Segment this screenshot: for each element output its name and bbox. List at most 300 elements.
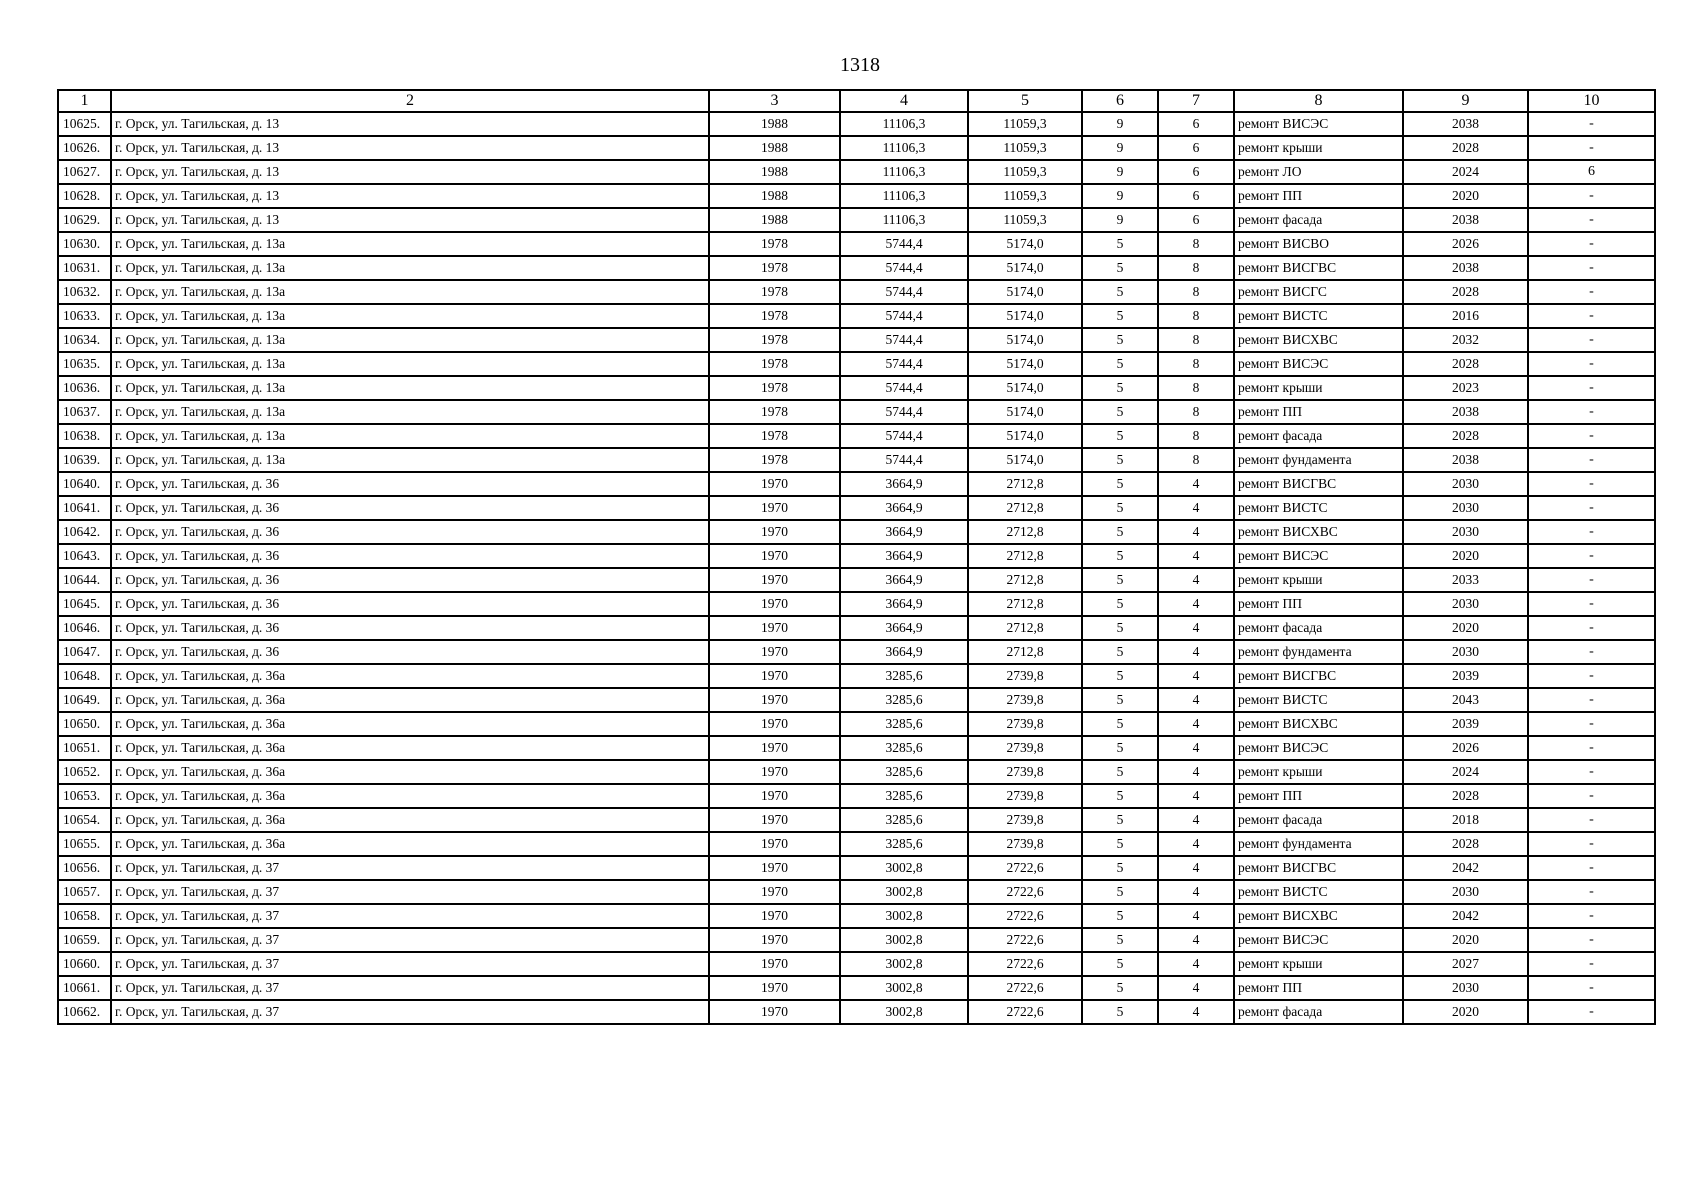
living-area-cell: 5174,0	[968, 400, 1082, 424]
entrances-cell: 8	[1158, 376, 1234, 400]
work-type-cell: ремонт ВИСГВС	[1234, 256, 1403, 280]
floors-cell: 5	[1082, 496, 1158, 520]
living-area-cell: 11059,3	[968, 136, 1082, 160]
year-cell: 1970	[709, 568, 840, 592]
year-cell: 1978	[709, 352, 840, 376]
plan-year-cell: 2038	[1403, 256, 1528, 280]
row-number: 10652.	[58, 760, 111, 784]
year-cell: 1970	[709, 616, 840, 640]
column-10-cell: -	[1528, 400, 1655, 424]
living-area-cell: 2739,8	[968, 712, 1082, 736]
total-area-cell: 3664,9	[840, 472, 968, 496]
address-cell: г. Орск, ул. Тагильская, д. 13а	[111, 280, 709, 304]
column-header: 4	[840, 90, 968, 112]
floors-cell: 5	[1082, 448, 1158, 472]
plan-year-cell: 2038	[1403, 400, 1528, 424]
address-cell: г. Орск, ул. Тагильская, д. 13а	[111, 232, 709, 256]
living-area-cell: 2739,8	[968, 688, 1082, 712]
plan-year-cell: 2030	[1403, 472, 1528, 496]
work-type-cell: ремонт ПП	[1234, 592, 1403, 616]
plan-year-cell: 2028	[1403, 832, 1528, 856]
total-area-cell: 11106,3	[840, 184, 968, 208]
total-area-cell: 3285,6	[840, 688, 968, 712]
work-type-cell: ремонт крыши	[1234, 376, 1403, 400]
column-header: 8	[1234, 90, 1403, 112]
row-number: 10631.	[58, 256, 111, 280]
address-cell: г. Орск, ул. Тагильская, д. 36а	[111, 664, 709, 688]
address-cell: г. Орск, ул. Тагильская, д. 37	[111, 952, 709, 976]
column-10-cell: -	[1528, 328, 1655, 352]
table-row	[58, 712, 1655, 736]
floors-cell: 9	[1082, 112, 1158, 136]
column-10-cell: -	[1528, 760, 1655, 784]
living-area-cell: 5174,0	[968, 256, 1082, 280]
address-cell: г. Орск, ул. Тагильская, д. 13а	[111, 376, 709, 400]
row-number: 10627.	[58, 160, 111, 184]
table-row	[58, 136, 1655, 160]
table-body	[58, 112, 1655, 1024]
total-area-cell: 5744,4	[840, 448, 968, 472]
work-type-cell: ремонт ВИСЭС	[1234, 736, 1403, 760]
floors-cell: 5	[1082, 736, 1158, 760]
entrances-cell: 4	[1158, 592, 1234, 616]
year-cell: 1978	[709, 304, 840, 328]
table-row	[58, 784, 1655, 808]
work-type-cell: ремонт ВИСТС	[1234, 688, 1403, 712]
table-row	[58, 880, 1655, 904]
work-type-cell: ремонт ВИСЭС	[1234, 928, 1403, 952]
address-cell: г. Орск, ул. Тагильская, д. 37	[111, 904, 709, 928]
living-area-cell: 5174,0	[968, 448, 1082, 472]
row-number: 10657.	[58, 880, 111, 904]
living-area-cell: 2722,6	[968, 952, 1082, 976]
plan-year-cell: 2038	[1403, 448, 1528, 472]
year-cell: 1988	[709, 208, 840, 232]
address-cell: г. Орск, ул. Тагильская, д. 36	[111, 640, 709, 664]
plan-year-cell: 2018	[1403, 808, 1528, 832]
address-cell: г. Орск, ул. Тагильская, д. 13	[111, 208, 709, 232]
living-area-cell: 2712,8	[968, 568, 1082, 592]
floors-cell: 5	[1082, 376, 1158, 400]
address-cell: г. Орск, ул. Тагильская, д. 37	[111, 928, 709, 952]
row-number: 10630.	[58, 232, 111, 256]
entrances-cell: 6	[1158, 112, 1234, 136]
year-cell: 1970	[709, 496, 840, 520]
total-area-cell: 5744,4	[840, 352, 968, 376]
entrances-cell: 4	[1158, 664, 1234, 688]
total-area-cell: 3664,9	[840, 496, 968, 520]
total-area-cell: 3002,8	[840, 928, 968, 952]
floors-cell: 5	[1082, 928, 1158, 952]
column-10-cell: -	[1528, 448, 1655, 472]
plan-year-cell: 2032	[1403, 328, 1528, 352]
living-area-cell: 11059,3	[968, 184, 1082, 208]
column-10-cell: -	[1528, 832, 1655, 856]
row-number: 10650.	[58, 712, 111, 736]
floors-cell: 5	[1082, 352, 1158, 376]
plan-year-cell: 2042	[1403, 856, 1528, 880]
entrances-cell: 8	[1158, 304, 1234, 328]
column-header: 7	[1158, 90, 1234, 112]
entrances-cell: 6	[1158, 136, 1234, 160]
column-10-cell: -	[1528, 784, 1655, 808]
floors-cell: 5	[1082, 640, 1158, 664]
entrances-cell: 4	[1158, 976, 1234, 1000]
total-area-cell: 3664,9	[840, 544, 968, 568]
entrances-cell: 4	[1158, 856, 1234, 880]
plan-year-cell: 2033	[1403, 568, 1528, 592]
living-area-cell: 2739,8	[968, 784, 1082, 808]
address-cell: г. Орск, ул. Тагильская, д. 13а	[111, 448, 709, 472]
plan-year-cell: 2039	[1403, 712, 1528, 736]
work-type-cell: ремонт ВИСВО	[1234, 232, 1403, 256]
address-cell: г. Орск, ул. Тагильская, д. 37	[111, 976, 709, 1000]
year-cell: 1988	[709, 112, 840, 136]
year-cell: 1970	[709, 688, 840, 712]
year-cell: 1978	[709, 424, 840, 448]
living-area-cell: 2712,8	[968, 640, 1082, 664]
year-cell: 1978	[709, 232, 840, 256]
year-cell: 1970	[709, 472, 840, 496]
column-10-cell: -	[1528, 592, 1655, 616]
plan-year-cell: 2038	[1403, 208, 1528, 232]
row-number: 10647.	[58, 640, 111, 664]
column-10-cell: -	[1528, 664, 1655, 688]
living-area-cell: 5174,0	[968, 232, 1082, 256]
row-number: 10639.	[58, 448, 111, 472]
floors-cell: 5	[1082, 256, 1158, 280]
total-area-cell: 3285,6	[840, 736, 968, 760]
row-number: 10641.	[58, 496, 111, 520]
column-10-cell: -	[1528, 952, 1655, 976]
floors-cell: 5	[1082, 952, 1158, 976]
entrances-cell: 4	[1158, 712, 1234, 736]
work-type-cell: ремонт ВИСТС	[1234, 880, 1403, 904]
living-area-cell: 2722,6	[968, 976, 1082, 1000]
plan-year-cell: 2024	[1403, 760, 1528, 784]
living-area-cell: 2722,6	[968, 1000, 1082, 1024]
table-row	[58, 928, 1655, 952]
table-row	[58, 208, 1655, 232]
living-area-cell: 2739,8	[968, 760, 1082, 784]
plan-year-cell: 2020	[1403, 616, 1528, 640]
entrances-cell: 4	[1158, 640, 1234, 664]
work-type-cell: ремонт ПП	[1234, 400, 1403, 424]
entrances-cell: 4	[1158, 904, 1234, 928]
table-row	[58, 232, 1655, 256]
column-10-cell: -	[1528, 280, 1655, 304]
work-type-cell: ремонт ВИСГВС	[1234, 472, 1403, 496]
work-type-cell: ремонт фасада	[1234, 616, 1403, 640]
address-cell: г. Орск, ул. Тагильская, д. 13а	[111, 304, 709, 328]
entrances-cell: 8	[1158, 400, 1234, 424]
year-cell: 1970	[709, 856, 840, 880]
row-number: 10632.	[58, 280, 111, 304]
living-area-cell: 2739,8	[968, 832, 1082, 856]
column-10-cell: -	[1528, 232, 1655, 256]
table-row	[58, 976, 1655, 1000]
plan-year-cell: 2026	[1403, 232, 1528, 256]
year-cell: 1978	[709, 328, 840, 352]
plan-year-cell: 2028	[1403, 424, 1528, 448]
table-row	[58, 400, 1655, 424]
entrances-cell: 4	[1158, 832, 1234, 856]
plan-year-cell: 2030	[1403, 640, 1528, 664]
address-cell: г. Орск, ул. Тагильская, д. 36	[111, 520, 709, 544]
year-cell: 1970	[709, 832, 840, 856]
floors-cell: 5	[1082, 616, 1158, 640]
column-10-cell: -	[1528, 976, 1655, 1000]
plan-year-cell: 2039	[1403, 664, 1528, 688]
floors-cell: 5	[1082, 880, 1158, 904]
address-cell: г. Орск, ул. Тагильская, д. 36а	[111, 688, 709, 712]
year-cell: 1970	[709, 808, 840, 832]
row-number: 10658.	[58, 904, 111, 928]
entrances-cell: 4	[1158, 520, 1234, 544]
row-number: 10646.	[58, 616, 111, 640]
work-type-cell: ремонт фундамента	[1234, 640, 1403, 664]
column-10-cell: -	[1528, 352, 1655, 376]
table-row	[58, 856, 1655, 880]
address-cell: г. Орск, ул. Тагильская, д. 36	[111, 472, 709, 496]
row-number: 10638.	[58, 424, 111, 448]
living-area-cell: 2712,8	[968, 592, 1082, 616]
column-10-cell: -	[1528, 736, 1655, 760]
plan-year-cell: 2043	[1403, 688, 1528, 712]
work-type-cell: ремонт ВИСХВС	[1234, 328, 1403, 352]
floors-cell: 5	[1082, 304, 1158, 328]
entrances-cell: 8	[1158, 256, 1234, 280]
plan-year-cell: 2042	[1403, 904, 1528, 928]
table-row	[58, 664, 1655, 688]
entrances-cell: 6	[1158, 208, 1234, 232]
total-area-cell: 5744,4	[840, 304, 968, 328]
total-area-cell: 3285,6	[840, 808, 968, 832]
living-area-cell: 5174,0	[968, 376, 1082, 400]
year-cell: 1970	[709, 976, 840, 1000]
row-number: 10637.	[58, 400, 111, 424]
row-number: 10642.	[58, 520, 111, 544]
column-10-cell: -	[1528, 544, 1655, 568]
plan-year-cell: 2026	[1403, 736, 1528, 760]
column-10-cell: 6	[1528, 160, 1655, 184]
plan-year-cell: 2030	[1403, 520, 1528, 544]
work-type-cell: ремонт крыши	[1234, 136, 1403, 160]
total-area-cell: 5744,4	[840, 232, 968, 256]
column-10-cell: -	[1528, 424, 1655, 448]
year-cell: 1988	[709, 184, 840, 208]
work-type-cell: ремонт ВИСЭС	[1234, 544, 1403, 568]
table-row	[58, 688, 1655, 712]
year-cell: 1988	[709, 136, 840, 160]
floors-cell: 5	[1082, 688, 1158, 712]
row-number: 10628.	[58, 184, 111, 208]
work-type-cell: ремонт крыши	[1234, 952, 1403, 976]
column-header: 5	[968, 90, 1082, 112]
row-number: 10634.	[58, 328, 111, 352]
floors-cell: 5	[1082, 400, 1158, 424]
column-header: 6	[1082, 90, 1158, 112]
column-10-cell: -	[1528, 616, 1655, 640]
total-area-cell: 3002,8	[840, 880, 968, 904]
entrances-cell: 8	[1158, 232, 1234, 256]
floors-cell: 5	[1082, 232, 1158, 256]
floors-cell: 9	[1082, 208, 1158, 232]
floors-cell: 5	[1082, 568, 1158, 592]
total-area-cell: 3285,6	[840, 760, 968, 784]
work-type-cell: ремонт фундамента	[1234, 448, 1403, 472]
living-area-cell: 2722,6	[968, 928, 1082, 952]
address-cell: г. Орск, ул. Тагильская, д. 36	[111, 592, 709, 616]
work-type-cell: ремонт ПП	[1234, 184, 1403, 208]
address-cell: г. Орск, ул. Тагильская, д. 36а	[111, 712, 709, 736]
entrances-cell: 6	[1158, 160, 1234, 184]
plan-year-cell: 2028	[1403, 136, 1528, 160]
entrances-cell: 4	[1158, 760, 1234, 784]
entrances-cell: 8	[1158, 328, 1234, 352]
floors-cell: 5	[1082, 544, 1158, 568]
plan-year-cell: 2016	[1403, 304, 1528, 328]
living-area-cell: 2739,8	[968, 664, 1082, 688]
living-area-cell: 2739,8	[968, 808, 1082, 832]
row-number: 10660.	[58, 952, 111, 976]
entrances-cell: 4	[1158, 808, 1234, 832]
year-cell: 1970	[709, 712, 840, 736]
floors-cell: 5	[1082, 592, 1158, 616]
entrances-cell: 4	[1158, 1000, 1234, 1024]
year-cell: 1978	[709, 448, 840, 472]
total-area-cell: 3002,8	[840, 1000, 968, 1024]
table-row	[58, 112, 1655, 136]
column-10-cell: -	[1528, 1000, 1655, 1024]
living-area-cell: 2722,6	[968, 904, 1082, 928]
table-row	[58, 472, 1655, 496]
table-row	[58, 952, 1655, 976]
living-area-cell: 11059,3	[968, 208, 1082, 232]
year-cell: 1970	[709, 664, 840, 688]
work-type-cell: ремонт фасада	[1234, 424, 1403, 448]
column-10-cell: -	[1528, 712, 1655, 736]
column-header: 9	[1403, 90, 1528, 112]
total-area-cell: 3285,6	[840, 784, 968, 808]
column-10-cell: -	[1528, 256, 1655, 280]
work-type-cell: ремонт фундамента	[1234, 832, 1403, 856]
work-type-cell: ремонт ЛО	[1234, 160, 1403, 184]
table-row	[58, 1000, 1655, 1024]
entrances-cell: 4	[1158, 928, 1234, 952]
living-area-cell: 11059,3	[968, 112, 1082, 136]
row-number: 10656.	[58, 856, 111, 880]
plan-year-cell: 2030	[1403, 496, 1528, 520]
row-number: 10640.	[58, 472, 111, 496]
work-type-cell: ремонт фасада	[1234, 1000, 1403, 1024]
column-10-cell: -	[1528, 376, 1655, 400]
row-number: 10645.	[58, 592, 111, 616]
plan-year-cell: 2027	[1403, 952, 1528, 976]
floors-cell: 5	[1082, 832, 1158, 856]
year-cell: 1970	[709, 784, 840, 808]
year-cell: 1970	[709, 592, 840, 616]
address-cell: г. Орск, ул. Тагильская, д. 13а	[111, 256, 709, 280]
row-number: 10662.	[58, 1000, 111, 1024]
plan-year-cell: 2030	[1403, 880, 1528, 904]
table-row	[58, 592, 1655, 616]
column-10-cell: -	[1528, 856, 1655, 880]
floors-cell: 5	[1082, 976, 1158, 1000]
living-area-cell: 5174,0	[968, 352, 1082, 376]
work-type-cell: ремонт ВИСГВС	[1234, 856, 1403, 880]
row-number: 10633.	[58, 304, 111, 328]
address-cell: г. Орск, ул. Тагильская, д. 37	[111, 1000, 709, 1024]
row-number: 10626.	[58, 136, 111, 160]
work-type-cell: ремонт ВИСТС	[1234, 496, 1403, 520]
total-area-cell: 3664,9	[840, 592, 968, 616]
entrances-cell: 8	[1158, 424, 1234, 448]
plan-year-cell: 2028	[1403, 784, 1528, 808]
table-row	[58, 352, 1655, 376]
table-row	[58, 544, 1655, 568]
table-row	[58, 736, 1655, 760]
total-area-cell: 11106,3	[840, 136, 968, 160]
year-cell: 1978	[709, 376, 840, 400]
address-cell: г. Орск, ул. Тагильская, д. 13а	[111, 424, 709, 448]
living-area-cell: 2722,6	[968, 856, 1082, 880]
address-cell: г. Орск, ул. Тагильская, д. 36	[111, 616, 709, 640]
entrances-cell: 4	[1158, 496, 1234, 520]
address-cell: г. Орск, ул. Тагильская, д. 36а	[111, 784, 709, 808]
column-10-cell: -	[1528, 184, 1655, 208]
total-area-cell: 3285,6	[840, 832, 968, 856]
living-area-cell: 2712,8	[968, 520, 1082, 544]
address-cell: г. Орск, ул. Тагильская, д. 13а	[111, 400, 709, 424]
total-area-cell: 3664,9	[840, 616, 968, 640]
row-number: 10635.	[58, 352, 111, 376]
total-area-cell: 11106,3	[840, 208, 968, 232]
living-area-cell: 2712,8	[968, 616, 1082, 640]
table-row	[58, 496, 1655, 520]
table-row	[58, 904, 1655, 928]
header-row	[58, 90, 1655, 112]
living-area-cell: 5174,0	[968, 424, 1082, 448]
column-10-cell: -	[1528, 640, 1655, 664]
plan-year-cell: 2020	[1403, 1000, 1528, 1024]
work-type-cell: ремонт ПП	[1234, 976, 1403, 1000]
plan-year-cell: 2023	[1403, 376, 1528, 400]
work-type-cell: ремонт крыши	[1234, 760, 1403, 784]
row-number: 10649.	[58, 688, 111, 712]
plan-year-cell: 2028	[1403, 352, 1528, 376]
address-cell: г. Орск, ул. Тагильская, д. 36	[111, 568, 709, 592]
living-area-cell: 2722,6	[968, 880, 1082, 904]
row-number: 10655.	[58, 832, 111, 856]
register-table	[57, 89, 1656, 1025]
year-cell: 1970	[709, 520, 840, 544]
column-10-cell: -	[1528, 688, 1655, 712]
address-cell: г. Орск, ул. Тагильская, д. 36а	[111, 760, 709, 784]
work-type-cell: ремонт ВИСГВС	[1234, 664, 1403, 688]
total-area-cell: 3002,8	[840, 952, 968, 976]
row-number: 10644.	[58, 568, 111, 592]
plan-year-cell: 2028	[1403, 280, 1528, 304]
total-area-cell: 5744,4	[840, 280, 968, 304]
floors-cell: 5	[1082, 856, 1158, 880]
column-header: 2	[111, 90, 709, 112]
address-cell: г. Орск, ул. Тагильская, д. 36а	[111, 736, 709, 760]
table-row	[58, 376, 1655, 400]
column-10-cell: -	[1528, 496, 1655, 520]
row-number: 10659.	[58, 928, 111, 952]
column-header: 1	[58, 90, 111, 112]
